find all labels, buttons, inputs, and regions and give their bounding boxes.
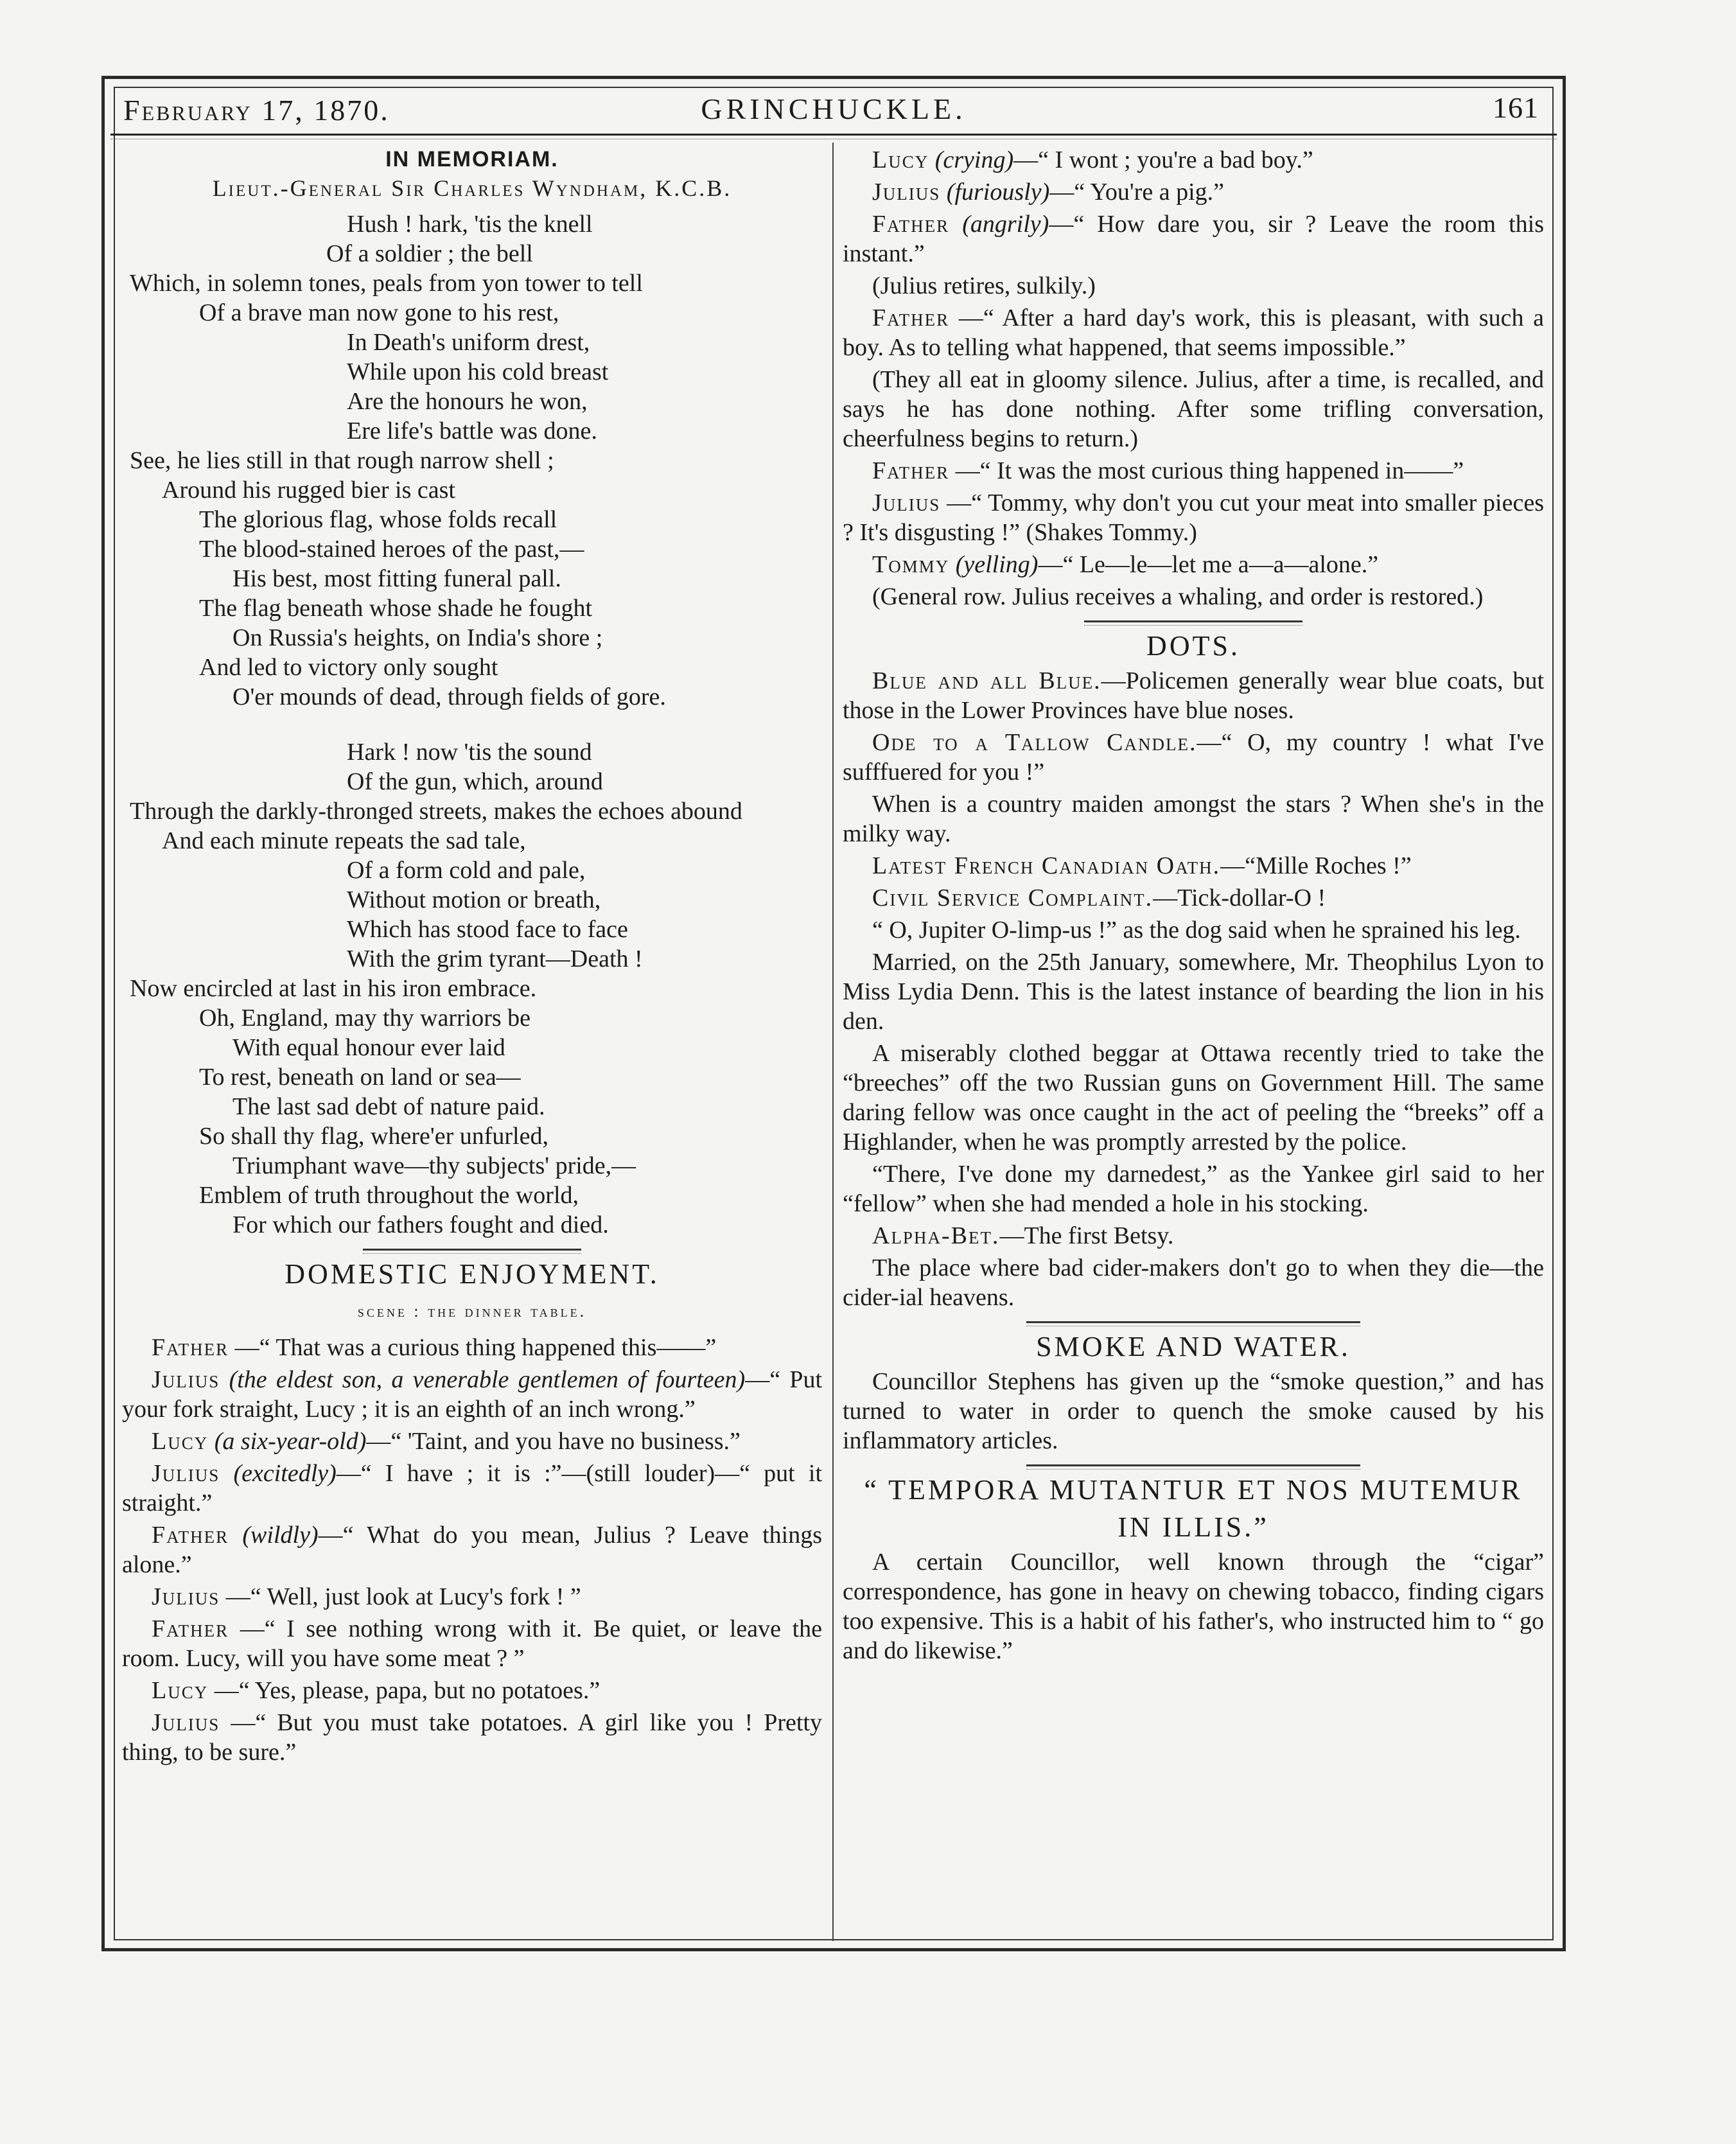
speaker-name: Julius bbox=[152, 1460, 220, 1487]
dots-item-lead: Blue and all Blue. bbox=[872, 667, 1101, 694]
dialogue-text: —“ Tommy, why don't you cut your meat into smaller pieces ? It's disgusting !” (Shakes Tommy.) bbox=[843, 489, 1545, 546]
poem-line: So shall thy flag, where'er unfurled, bbox=[199, 1123, 548, 1150]
dots-item-text: —Tick-dollar-O ! bbox=[1153, 884, 1326, 911]
dots-items bbox=[843, 666, 1544, 1312]
dots-item bbox=[843, 947, 1544, 1036]
section-rule bbox=[1026, 1464, 1360, 1466]
dialogue-text: —“ I wont ; you're a bad boy.” bbox=[1013, 146, 1313, 173]
dialogue-line bbox=[122, 1427, 822, 1456]
dialogue-line bbox=[843, 365, 1544, 453]
dots-item-text: —Policemen generally wear blue coats, but those in the Lower Provinces have blue noses. bbox=[843, 667, 1544, 724]
stage-direction: (excitedly) bbox=[233, 1460, 337, 1487]
section-rule bbox=[1026, 1321, 1360, 1323]
dots-item bbox=[843, 1253, 1544, 1312]
dialogue-text: —“ I see nothing wrong with it. Be quiet, or leave the room. Lucy, will you have some meat ? ” bbox=[122, 1615, 822, 1672]
speaker-name: Father bbox=[872, 457, 950, 484]
poem-line: On Russia's heights, on India's shore ; bbox=[232, 624, 603, 651]
dots-item-text: Married, on the 25th January, somewhere, Mr. Theophilus Lyon to Miss Lydia Denn. This is the latest instance of bearding the lion in his den. bbox=[843, 949, 1544, 1035]
speaker-name: Julius bbox=[872, 489, 941, 516]
page-number: 161 bbox=[1493, 91, 1539, 124]
dialogue-text: —“ Well, just look at Lucy's fork ! ” bbox=[225, 1583, 581, 1610]
dialogue-line bbox=[843, 582, 1544, 611]
tempora-paragraph: A certain Councillor, well known through the “cigar” correspondence, has gone in heavy on chewing tobacco, finding cigars too expensive. This is a habit of his father's, who instructed him to “ go and do likewise.” bbox=[843, 1549, 1544, 1664]
section-rule bbox=[1084, 620, 1302, 622]
poem-stanza-1 bbox=[122, 209, 822, 712]
speaker-name: Julius bbox=[152, 1583, 220, 1610]
poem-line: Are the honours he won, bbox=[347, 388, 588, 415]
poem-line: Hark ! now 'tis the sound bbox=[347, 739, 592, 766]
poem-line: Ere life's battle was done. bbox=[347, 417, 597, 444]
speaker-name: Father bbox=[152, 1522, 229, 1549]
memoriam-poem bbox=[122, 209, 822, 1240]
poem-line: Oh, England, may thy warriors be bbox=[199, 1005, 531, 1032]
tempora-title-line1: “ TEMPORA MUTANTUR ET NOS MUTEMUR bbox=[864, 1474, 1523, 1506]
dialogue-line bbox=[122, 1614, 822, 1673]
dialogue-line bbox=[122, 1459, 822, 1518]
poem-line: Of the gun, which, around bbox=[347, 768, 603, 795]
tempora-title-line2: IN ILLIS.” bbox=[1118, 1511, 1269, 1543]
poem-line: Now encircled at last in his iron embrace. bbox=[130, 975, 537, 1002]
poem-stanza-2 bbox=[122, 737, 822, 1240]
dots-item bbox=[843, 728, 1544, 787]
dots-item-text: When is a country maiden amongst the stars ? When she's in the milky way. bbox=[843, 791, 1544, 847]
smoke-title: SMOKE AND WATER. bbox=[1036, 1331, 1351, 1362]
poem-line: And led to victory only sought bbox=[199, 654, 498, 681]
poem-line: To rest, beneath on land or sea— bbox=[199, 1064, 521, 1091]
dialogue-text: —“ Le—le—let me a—a—alone.” bbox=[1038, 551, 1379, 578]
poem-line: With equal honour ever laid bbox=[232, 1034, 505, 1061]
left-column bbox=[122, 145, 822, 1770]
poem-line: The blood-stained heroes of the past,— bbox=[199, 536, 584, 563]
dialogue-text: (General row. Julius receives a whaling, and order is restored.) bbox=[872, 583, 1484, 610]
right-column bbox=[843, 145, 1544, 1668]
dots-item-text: —“ O, my country ! what I've sufffuered for you !” bbox=[843, 729, 1544, 786]
issue-date: February 17, 1870. bbox=[123, 94, 390, 127]
dots-item bbox=[843, 666, 1544, 725]
dialogue-text: —“ Yes, please, papa, but no potatoes.” bbox=[214, 1677, 601, 1704]
dialogue-text: —“ What do you mean, Julius ? Leave things alone.” bbox=[122, 1522, 823, 1578]
speaker-name: Father bbox=[152, 1334, 229, 1361]
speaker-name: Julius bbox=[872, 179, 941, 206]
stage-direction: (yelling) bbox=[955, 551, 1039, 578]
dialogue-line bbox=[843, 177, 1544, 207]
speaker-name: Tommy bbox=[872, 551, 950, 578]
poem-line: His best, most fitting funeral pall. bbox=[232, 565, 561, 592]
dots-item-text: A miserably clothed beggar at Ottawa recently tried to take the “breeches” off the two Russian guns on Government Hill. The same daring fellow was once caught in the act of peeling the “breeks” off a Highlander, when he was promptly arrested by the police. bbox=[843, 1040, 1544, 1155]
tempora-title bbox=[843, 1472, 1544, 1546]
dots-item-text: “There, I've done my darnedest,” as the Yankee girl said to her “fellow” when she had mended a hole in his stocking. bbox=[843, 1161, 1544, 1217]
dialogue-text: —“ Put your fork straight, Lucy ; it is an eighth of an inch wrong.” bbox=[122, 1366, 823, 1423]
poem-line: See, he lies still in that rough narrow shell ; bbox=[130, 447, 554, 474]
memoriam-subtitle: Lieut.-General Sir Charles Wyndham, K.C.B. bbox=[212, 175, 732, 201]
dialogue-line bbox=[122, 1676, 822, 1705]
dialogue-text: —“ I have ; it is :”—(still louder)—“ put it straight.” bbox=[122, 1460, 823, 1516]
poem-line: And each minute repeats the sad tale, bbox=[162, 827, 526, 854]
stage-direction: (the eldest son, a venerable gentlemen of fourteen) bbox=[229, 1366, 746, 1393]
poem-line: O'er mounds of dead, through fields of gore. bbox=[232, 683, 666, 710]
domestic-scene: scene : the dinner table. bbox=[357, 1302, 587, 1321]
dots-item bbox=[843, 915, 1544, 945]
dots-title: DOTS. bbox=[1146, 630, 1240, 662]
poem-line: For which our fathers fought and died. bbox=[232, 1211, 609, 1238]
dots-item-text: —“Mille Roches !” bbox=[1220, 852, 1412, 879]
dialogue-line bbox=[122, 1708, 822, 1767]
dialogue-line bbox=[122, 1582, 822, 1612]
dots-item bbox=[843, 851, 1544, 881]
domestic-dialogue-right bbox=[843, 145, 1544, 611]
speaker-name: Father bbox=[872, 211, 950, 238]
dialogue-line bbox=[122, 1333, 822, 1362]
stage-direction: (angrily) bbox=[962, 211, 1049, 238]
dots-item-text: The place where bad cider-makers don't go to when they die—the cider-ial heavens. bbox=[843, 1254, 1544, 1311]
dots-item-lead: Alpha-Bet. bbox=[872, 1222, 1000, 1249]
speaker-name: Lucy bbox=[872, 146, 929, 173]
poem-line: With the grim tyrant—Death ! bbox=[347, 945, 643, 972]
dialogue-line bbox=[843, 145, 1544, 175]
page-header bbox=[109, 87, 1558, 133]
dots-item bbox=[843, 789, 1544, 848]
dialogue-line bbox=[843, 271, 1544, 301]
poem-line: The glorious flag, whose folds recall bbox=[199, 506, 557, 533]
column-divider bbox=[832, 143, 834, 1941]
speaker-name: Lucy bbox=[152, 1428, 209, 1455]
poem-line: Of a form cold and pale, bbox=[347, 857, 586, 884]
poem-line: Which has stood face to face bbox=[347, 916, 628, 943]
dialogue-text: —“ You're a pig.” bbox=[1049, 179, 1224, 206]
dialogue-line bbox=[843, 456, 1544, 486]
speaker-name: Father bbox=[152, 1615, 229, 1642]
dialogue-text: —“ How dare you, sir ? Leave the room this instant.” bbox=[843, 211, 1544, 267]
poem-line: Hush ! hark, 'tis the knell bbox=[347, 211, 593, 238]
dots-item-text: —The first Betsy. bbox=[999, 1222, 1174, 1249]
dots-item bbox=[843, 883, 1544, 913]
poem-line: Of a soldier ; the bell bbox=[326, 240, 533, 267]
poem-line: The last sad debt of nature paid. bbox=[232, 1093, 545, 1120]
speaker-name: Julius bbox=[152, 1366, 220, 1393]
poem-line: In Death's uniform drest, bbox=[347, 329, 590, 356]
dialogue-line bbox=[843, 550, 1544, 579]
domestic-title: DOMESTIC ENJOYMENT. bbox=[285, 1258, 660, 1290]
dialogue-text: —“ After a hard day's work, this is pleasant, with such a boy. As to telling what happened, that seems impossible.” bbox=[843, 304, 1545, 361]
stage-direction: (crying) bbox=[934, 146, 1014, 173]
stage-direction: (a six-year-old) bbox=[214, 1428, 367, 1455]
stage-direction: (wildly) bbox=[242, 1522, 319, 1549]
dialogue-text: —“ 'Taint, and you have no business.” bbox=[366, 1428, 741, 1455]
masthead-title: GRINCHUCKLE. bbox=[701, 92, 967, 125]
header-rule bbox=[110, 134, 1557, 136]
dots-item-lead: Ode to a Tallow Candle. bbox=[872, 729, 1197, 756]
dialogue-text: (They all eat in gloomy silence. Julius, after a time, is recalled, and says he has done nothing. After some trifling conversation, cheerfulness begins to return.) bbox=[843, 366, 1544, 452]
dialogue-text: —“ But you must take potatoes. A girl like you ! Pretty thing, to be sure.” bbox=[122, 1709, 822, 1766]
dots-item bbox=[843, 1159, 1544, 1218]
dialogue-line bbox=[122, 1365, 822, 1424]
speaker-name: Father bbox=[872, 304, 950, 331]
dialogue-line bbox=[843, 209, 1544, 268]
poem-line: Without motion or breath, bbox=[347, 886, 601, 913]
poem-line: Around his rugged bier is cast bbox=[162, 477, 455, 504]
poem-line: The flag beneath whose shade he fought bbox=[199, 595, 593, 622]
dialogue-line bbox=[843, 303, 1544, 362]
dialogue-line bbox=[122, 1520, 822, 1579]
dialogue-text: —“ That was a curious thing happened this——” bbox=[234, 1334, 717, 1361]
smoke-paragraph: Councillor Stephens has given up the “smoke question,” and has turned to water in order to quench the smoke caused by his inflammatory articles. bbox=[843, 1368, 1544, 1454]
domestic-dialogue-left bbox=[122, 1333, 822, 1767]
dots-item bbox=[843, 1039, 1544, 1157]
section-rule bbox=[363, 1249, 581, 1251]
speaker-name: Lucy bbox=[152, 1677, 209, 1704]
dots-item-lead: Civil Service Complaint. bbox=[872, 884, 1153, 911]
poem-line: Triumphant wave—thy subjects' pride,— bbox=[232, 1152, 636, 1179]
dialogue-text: (Julius retires, sulkily.) bbox=[872, 272, 1096, 299]
dialogue-text: —“ It was the most curious thing happened in——” bbox=[955, 457, 1464, 484]
poem-line: Of a brave man now gone to his rest, bbox=[199, 299, 559, 326]
poem-line: Emblem of truth throughout the world, bbox=[199, 1182, 579, 1209]
poem-line: Through the darkly-thronged streets, makes the echoes abound bbox=[130, 798, 742, 825]
dialogue-line bbox=[843, 488, 1544, 547]
memoriam-title: IN MEMORIAM. bbox=[385, 147, 559, 171]
dots-item-text: “ O, Jupiter O-limp-us !” as the dog said when he sprained his leg. bbox=[872, 917, 1521, 944]
poem-line: Which, in solemn tones, peals from yon tower to tell bbox=[130, 270, 643, 297]
dots-item-lead: Latest French Canadian Oath. bbox=[872, 852, 1221, 879]
poem-line: While upon his cold breast bbox=[347, 358, 609, 385]
stage-direction: (furiously) bbox=[946, 179, 1050, 206]
dots-item bbox=[843, 1221, 1544, 1251]
speaker-name: Julius bbox=[152, 1709, 220, 1736]
